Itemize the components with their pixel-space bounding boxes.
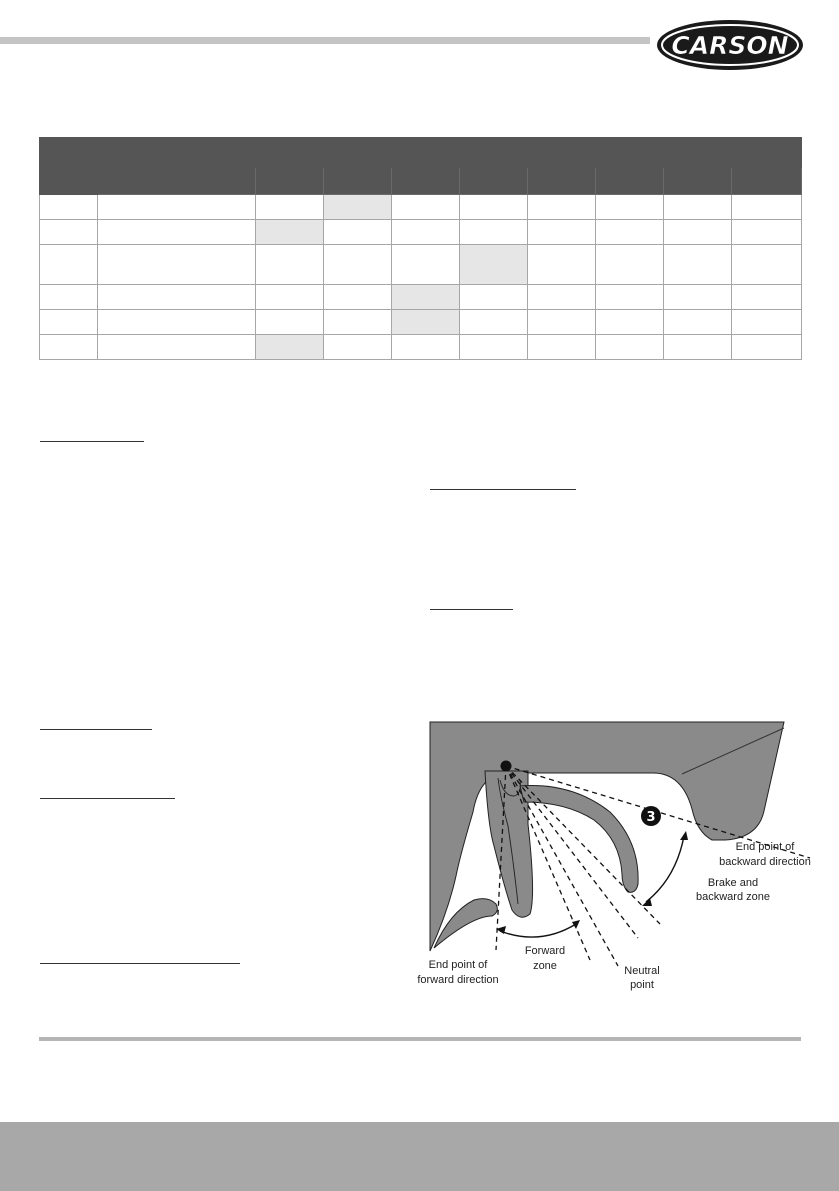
row-value-cell [392,220,460,245]
row-value-cell [664,335,732,360]
row-value-cell [664,220,732,245]
row-value-cell [596,220,664,245]
row-value-cell [664,285,732,310]
row-value-cell [392,245,460,285]
row-value-cell [528,195,596,220]
row-value-cell [460,285,528,310]
row-value-cell [392,195,460,220]
row-value-cell [392,310,460,335]
forward-zone-arc [500,924,576,937]
table-row [40,245,802,285]
row-value-cell [324,195,392,220]
section-heading-6 [40,963,240,964]
row-value-cell [528,310,596,335]
label-brake-line1: Brake and [707,877,759,889]
carson-logo [655,18,805,72]
row-label-cell [98,220,256,245]
row-value-cell [596,310,664,335]
table-subheader-row [40,168,802,195]
table-row [40,195,802,220]
row-value-cell [732,310,802,335]
table-header-row [40,138,802,168]
spec-table [39,137,802,360]
pivot-point [501,761,512,772]
subheader-cell [460,168,528,195]
row-value-cell [732,220,802,245]
row-number-cell [40,245,98,285]
marker-number: 3 [646,810,656,825]
brake-zone-arc [646,836,684,902]
row-value-cell [596,195,664,220]
subheader-cell [596,168,664,195]
row-value-cell [392,335,460,360]
subheader-cell [256,168,324,195]
label-forward-line1: Forward [524,945,566,957]
header-cell-label [98,138,256,168]
subheader-cell [528,168,596,195]
row-number-cell [40,335,98,360]
row-value-cell [460,335,528,360]
row-number-cell [40,220,98,245]
row-label-cell [98,285,256,310]
label-end-forward-line2: forward direction [417,974,499,986]
row-number-cell [40,285,98,310]
row-value-cell [528,335,596,360]
row-value-cell [256,195,324,220]
header-cell-values [256,138,802,168]
row-value-cell [528,245,596,285]
row-number-cell [40,195,98,220]
row-value-cell [528,285,596,310]
label-neutral-line2: point [630,979,654,991]
row-label-cell [98,310,256,335]
table-row [40,335,802,360]
section-heading-3 [430,609,513,610]
label-end-forward-line1: End point of [428,959,488,971]
section-heading-2 [430,489,576,490]
row-value-cell [732,335,802,360]
row-value-cell [256,285,324,310]
row-value-cell [664,310,732,335]
table-row [40,285,802,310]
label-end-backward-line1: End point of [735,841,795,853]
row-value-cell [324,220,392,245]
row-value-cell [596,335,664,360]
row-number-cell [40,310,98,335]
row-value-cell [460,195,528,220]
row-value-cell [392,285,460,310]
subheader-cell [732,168,802,195]
arrow-brake-bottom [642,898,652,906]
subheader-cell [392,168,460,195]
subheader-cell [664,168,732,195]
footer-bar [0,1122,839,1191]
label-end-backward-line2: backward direction [719,856,811,868]
row-value-cell [460,245,528,285]
row-value-cell [324,245,392,285]
row-value-cell [256,310,324,335]
footer-rule [39,1037,801,1041]
arrow-brake-top [680,831,688,840]
row-value-cell [596,285,664,310]
row-value-cell [664,195,732,220]
row-value-cell [324,285,392,310]
arrow-forward-right [572,920,580,929]
logo-text: CARSON [671,31,789,60]
row-value-cell [324,310,392,335]
section-heading-5 [40,798,175,799]
row-value-cell [256,245,324,285]
header-cell-number [40,138,98,195]
label-brake-line2: backward zone [696,891,770,903]
row-value-cell [596,245,664,285]
section-heading-4 [40,729,152,730]
row-value-cell [664,245,732,285]
row-value-cell [732,195,802,220]
brake-arm [520,786,638,893]
row-label-cell [98,245,256,285]
section-heading-1 [40,441,144,442]
row-value-cell [528,220,596,245]
throttle-trigger-diagram [400,716,820,996]
row-value-cell [324,335,392,360]
row-value-cell [256,220,324,245]
row-value-cell [460,310,528,335]
row-label-cell [98,195,256,220]
label-neutral-line1: Neutral [624,965,660,977]
row-value-cell [256,335,324,360]
table-row [40,310,802,335]
row-value-cell [460,220,528,245]
table-row [40,220,802,245]
header-rule [0,37,650,44]
row-label-cell [98,335,256,360]
label-forward-line2: zone [533,960,557,972]
row-value-cell [732,245,802,285]
row-value-cell [732,285,802,310]
subheader-cell-label [98,168,256,195]
subheader-cell [324,168,392,195]
